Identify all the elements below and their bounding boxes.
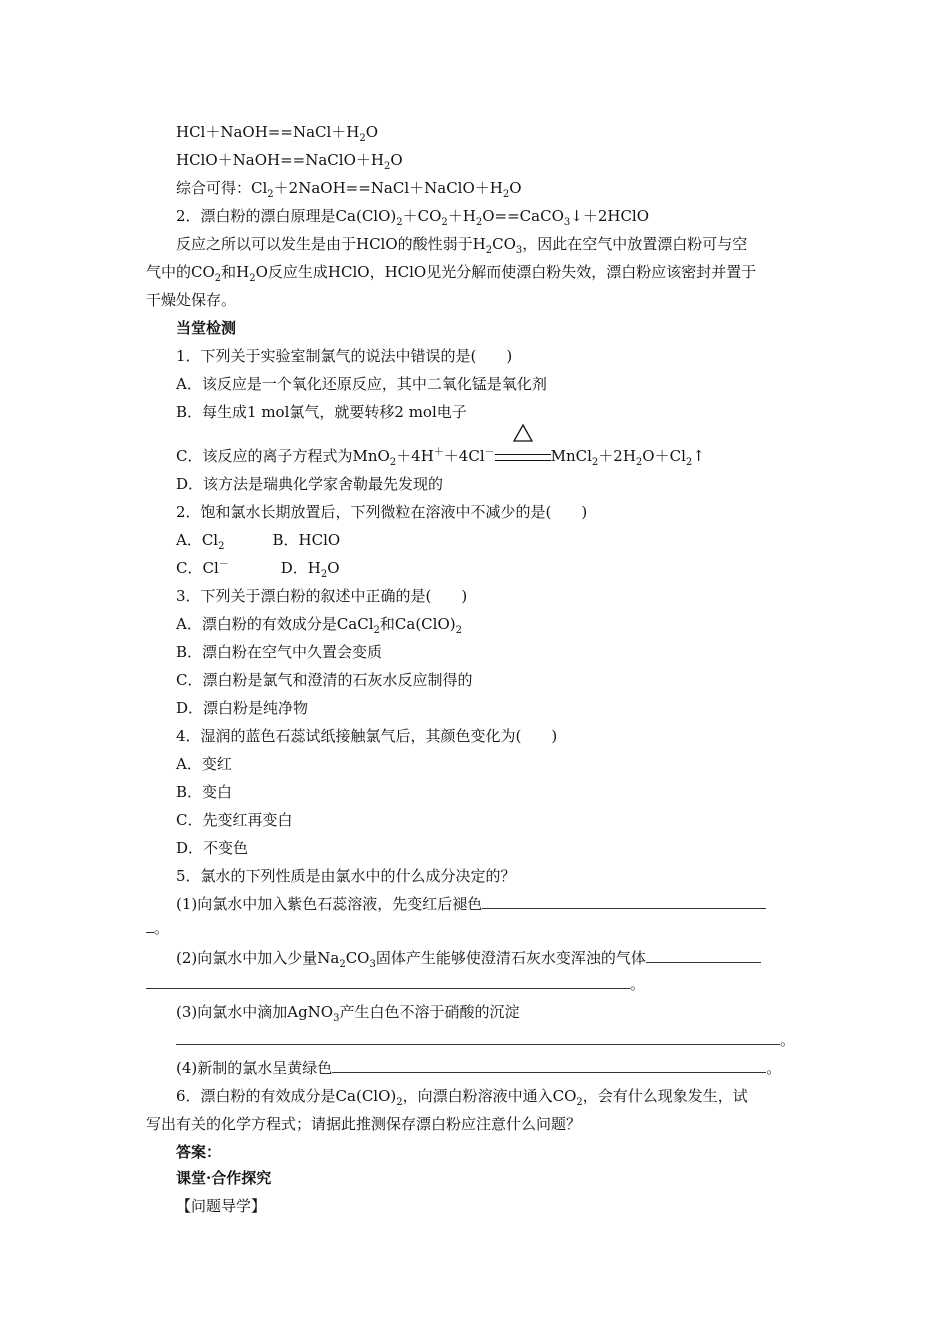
section-heading-test: 当堂检测	[176, 319, 237, 337]
question-4: 4．湿润的蓝色石蕊试纸接触氯气后，其颜色变化为( )	[176, 727, 558, 745]
question-5-part-4: (4)新制的氯水呈黄绿色 。	[176, 1059, 782, 1077]
question-4-option-c: C．先变红再变白	[176, 811, 293, 829]
answer-blank[interactable]	[332, 1058, 766, 1073]
question-4-option-b: B．变白	[176, 783, 233, 801]
answer-blank[interactable]	[146, 918, 154, 933]
explanation-line-3: 干燥处保存。	[146, 291, 237, 309]
question-5-part-2-end: 。	[146, 974, 645, 994]
question-3-option-b: B．漂白粉在空气中久置会变质	[176, 643, 383, 661]
answers-heading: 答案：	[176, 1143, 222, 1161]
bleaching-principle: 2．漂白粉的漂白原理是$Ca(ClO)_2+CO_2+H_2O==CaCO_3↓+2HClO$	[176, 207, 650, 228]
question-3: 3．下列关于漂白粉的叙述中正确的是( )	[176, 587, 468, 605]
question-1-option-b: B．每生成1 mol氯气，就要转移2 mol电子	[176, 403, 467, 421]
question-3-option-a: A．漂白粉的有效成分是CaCl$_2$和$Ca(ClO)_2$	[176, 615, 462, 636]
question-6-line-2: 写出有关的化学方程式；请据此推测保存漂白粉应注意什么问题？	[146, 1115, 582, 1133]
equation-combined: 综合可得：$Cl_2+2NaOH==NaCl+NaClO+H_2O$	[176, 179, 522, 200]
question-4-option-d: D．不变色	[176, 839, 249, 857]
equation-hcl-naoh: $HCl+NaOH==NaCl+H_2O$	[176, 123, 379, 144]
question-3-option-c: C．漂白粉是氯气和澄清的石灰水反应制得的	[176, 671, 473, 689]
question-1-option-c: C．该反应的离子方程式为MnO$_2$＋4H＋＋4Cl－ $MnCl_2+2H_2O+Cl_2↑$	[176, 446, 705, 466]
heating-condition-arrow	[495, 446, 551, 466]
heat-triangle-icon	[513, 424, 533, 442]
question-2-options-ab: A．$Cl_2$ B．HClO	[176, 531, 341, 552]
subsection-heading: 【问题导学】	[176, 1197, 267, 1215]
answer-blank[interactable]	[176, 1030, 780, 1045]
question-2: 2．饱和氯水长期放置后，下列微粒在溶液中不减少的是( )	[176, 503, 588, 521]
question-1: 1．下列关于实验室制氯气的说法中错误的是( )	[176, 347, 513, 365]
question-5: 5．氯水的下列性质是由氯水中的什么成分决定的？	[176, 867, 516, 885]
question-1-option-a: A．该反应是一个氧化还原反应，其中二氧化锰是氧化剂	[176, 375, 547, 393]
explanation-line-1: 反应之所以可以发生是由于HClO的酸性弱于$H_2CO_3$，因此在空气中放置漂白粉可与空	[176, 235, 748, 256]
explanation-line-2: 气中的$CO_2$和$H_2O$反应生成HClO，HClO见光分解而使漂白粉失效，漂白粉应该密封并置于	[146, 263, 757, 284]
question-5-part-2: (2)向氯水中加入少量$Na_2CO_3$固体产生能够使澄清石灰水变浑浊的气体	[176, 948, 761, 968]
section-heading-cooperation: 课堂·合作探究	[176, 1169, 272, 1187]
question-2-options-cd: C．Cl－ D．$H_2O$	[176, 559, 340, 580]
question-3-option-d: D．漂白粉是纯净物	[176, 699, 309, 717]
question-5-part-1: (1)向氯水中加入紫色石蕊溶液，先变红后褪色	[176, 894, 766, 914]
question-6-line-1: 6．漂白粉的有效成分是$Ca(ClO)_2$，向漂白粉溶液中通入$CO_2$，会有什么现象发生，试	[176, 1087, 748, 1108]
question-5-part-3-end: 。	[176, 1030, 795, 1050]
equation-hclo-naoh: $HClO+NaOH==NaClO+H_2O$	[176, 151, 403, 172]
answer-blank[interactable]	[482, 894, 766, 909]
question-4-option-a: A．变红	[176, 755, 232, 773]
question-5-part-3: (3)向氯水中滴加AgNO$_3$产生白色不溶于硝酸的沉淀	[176, 1003, 520, 1024]
question-5-part-1-end: 。	[146, 918, 169, 938]
question-1-option-d: D．该方法是瑞典化学家舍勒最先发现的	[176, 475, 444, 493]
answer-blank[interactable]	[146, 974, 630, 989]
answer-blank[interactable]	[646, 948, 761, 963]
